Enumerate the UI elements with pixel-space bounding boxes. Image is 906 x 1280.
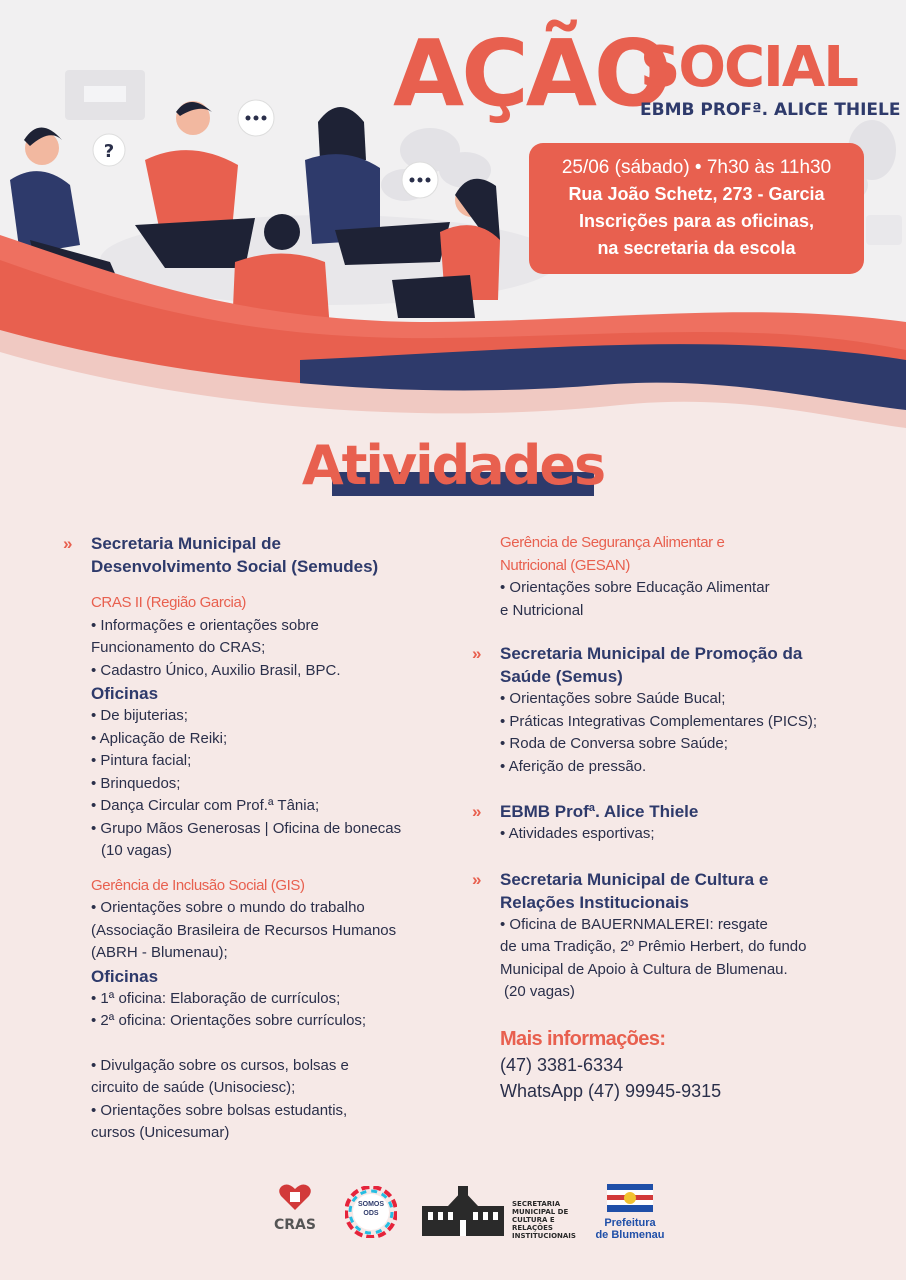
list-item: • Cadastro Único, Auxilio Brasil, BPC. [91, 661, 341, 679]
cultura-logo-text: SECRETARIA MUNICIPAL DE CULTURA E RELAÇÕES INSTITUCIONAIS [512, 1200, 576, 1240]
event-info-box [529, 143, 864, 274]
activities-title: Atividades [301, 434, 605, 497]
speech-bubble-question-icon [93, 134, 125, 166]
event-registration-line-1: Inscrições para as oficinas, [578, 211, 815, 231]
oficinas-heading: Oficinas [91, 966, 159, 986]
list-item: • Aferição de pressão. [500, 757, 647, 775]
chevron-right-icon: » [472, 644, 480, 663]
ods-logo [345, 1186, 397, 1238]
activities-heading [0, 432, 906, 500]
subsection-gesan: Nutricional (GESAN) [500, 556, 630, 574]
section-title-line: Secretaria Municipal de [91, 534, 281, 553]
list-item: Municipal de Apoio à Cultura de Blumenau. [500, 960, 788, 978]
whatsapp-number: WhatsApp (47) 99945-9315 [500, 1080, 722, 1101]
list-item: (20 vagas) [504, 983, 575, 1000]
list-item: cursos (Unicesumar) [91, 1124, 230, 1141]
list-item: (10 vagas) [101, 842, 172, 859]
section-title-line: Saúde (Semus) [500, 667, 623, 686]
list-item: • Dança Circular com Prof.ª Tânia; [91, 797, 320, 814]
list-item: • Informações e orientações sobre [91, 616, 319, 634]
subsection-gesan: Gerência de Segurança Alimentar e [500, 534, 725, 551]
list-item: • Orientações sobre Saúde Bucal; [500, 690, 726, 707]
sponsor-logos [0, 1180, 906, 1250]
school-name: EBMB PROFª. ALICE THIELE [640, 100, 901, 120]
subsection-cras: CRAS II (Região Garcia) [91, 594, 247, 611]
list-item: • Divulgação sobre os cursos, bolsas e [91, 1056, 349, 1074]
cras-logo-text: CRAS [274, 1217, 316, 1233]
blumenau-flag-icon [607, 1184, 653, 1212]
cultura-building-logo [418, 1186, 508, 1238]
speech-bubble-dots-icon [402, 162, 438, 198]
prefeitura-logo [594, 1184, 666, 1241]
list-item: Funcionamento do CRAS; [91, 639, 266, 656]
section-cultura [472, 868, 872, 914]
prefeitura-logo-text: Prefeitura [604, 1217, 656, 1229]
list-item: e Nutricional [500, 601, 584, 619]
list-item: • Práticas Integrativas Complementares (PICS); [500, 712, 818, 730]
list-item: • Grupo Mãos Generosas | Oficina de bonecas [91, 819, 402, 837]
section-semus [472, 642, 872, 688]
list-item: • Orientações sobre bolsas estudantis, [91, 1101, 348, 1119]
left-column [63, 532, 443, 1145]
hero-banner [0, 0, 906, 430]
cras-heart-icon [277, 1182, 313, 1212]
list-item: • Atividades esportivas; [500, 825, 655, 842]
section-ebmb [472, 800, 872, 823]
chevron-right-icon: » [472, 869, 480, 889]
wall-frame-inner [84, 86, 126, 102]
event-address: Rua João Schetz, 273 - Garcia [568, 184, 825, 204]
list-item: • Roda de Conversa sobre Saúde; [500, 735, 728, 752]
list-item: • 1ª oficina: Elaboração de currículos; [91, 989, 341, 1007]
section-title-line: Desenvolvimento Social (Semudes) [91, 557, 379, 576]
list-item: circuito de saúde (Unisociesc); [91, 1079, 296, 1096]
section-title-line: Secretaria Municipal de Promoção da [500, 644, 803, 663]
section-title-line: EBMB Profª. Alice Thiele [500, 802, 699, 821]
list-item: • Aplicação de Reiki; [91, 729, 228, 747]
list-item: • Orientações sobre o mundo do trabalho [91, 899, 365, 916]
section-semudes [63, 532, 443, 578]
prefeitura-logo-text: de Blumenau [595, 1229, 665, 1241]
list-item: de uma Tradição, 2º Prêmio Herbert, do fundo [500, 938, 807, 955]
list-item: • De bijuterias; [91, 707, 188, 724]
ods-logo-text: SOMOS [357, 1201, 385, 1208]
cras-logo [262, 1182, 328, 1233]
section-title-line: Secretaria Municipal de Cultura e [500, 869, 769, 889]
section-title-line: Relações Institucionais [500, 892, 689, 912]
title-acao: AÇÃO [393, 20, 670, 127]
list-item: • 2ª oficina: Orientações sobre currículos; [91, 1012, 367, 1029]
svg-text:?: ? [103, 141, 115, 162]
event-date-time: 25/06 (sábado) • 7h30 às 11h30 [561, 157, 832, 178]
list-item: • Oficina de BAUERNMALEREI: resgate [500, 915, 768, 933]
title-social: SOCIAL [640, 35, 857, 100]
ods-logo-text: ODS [363, 1210, 379, 1217]
phone-number: (47) 3381-6334 [500, 1054, 624, 1075]
oficinas-heading: Oficinas [91, 684, 159, 703]
list-item: • Brinquedos; [91, 774, 181, 792]
list-item: (ABRH - Blumenau); [91, 944, 228, 961]
list-item: • Orientações sobre Educação Alimentar [500, 579, 770, 596]
chevron-right-icon: » [63, 534, 71, 553]
person-2 [135, 101, 255, 268]
event-registration-line-2: na secretaria da escola [597, 238, 796, 258]
chevron-right-icon: » [472, 802, 480, 821]
right-column [472, 532, 872, 1104]
subsection-gis: Gerência de Inclusão Social (GIS) [91, 876, 305, 894]
building-icon [418, 1186, 508, 1238]
list-item: • Pintura facial; [91, 752, 192, 769]
speech-bubble-dots-icon [238, 100, 274, 136]
list-item: (Associação Brasileira de Recursos Humanos [91, 921, 397, 939]
more-info-heading: Mais informações: [500, 1027, 666, 1050]
